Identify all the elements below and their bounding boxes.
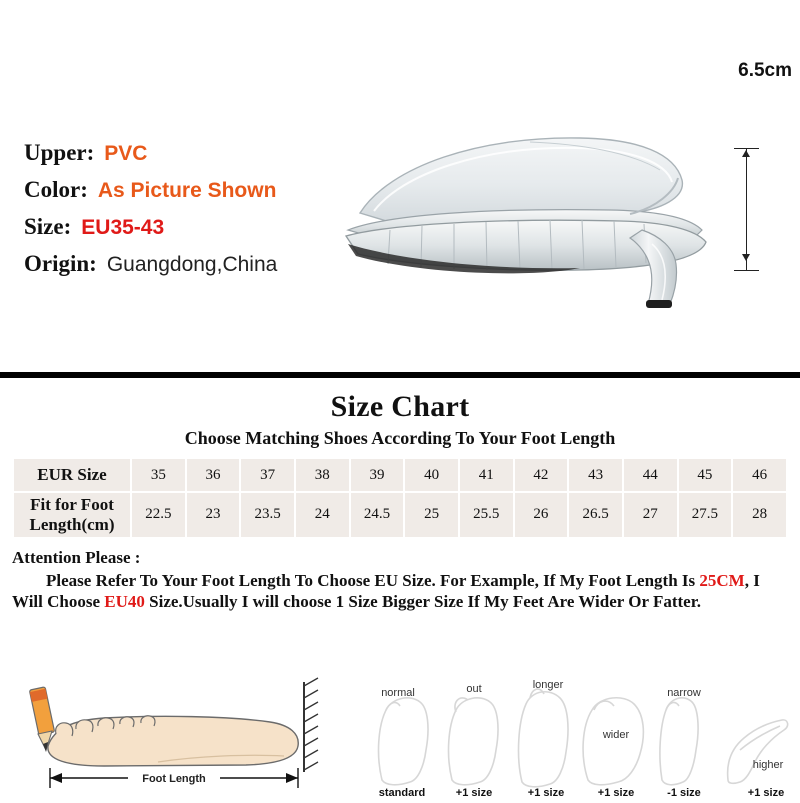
size-chart-panel xyxy=(0,378,800,800)
cell-eur-7: 42 xyxy=(514,458,569,492)
cell-len-3: 24 xyxy=(295,492,350,538)
measure-cap-bottom xyxy=(734,270,759,271)
cell-len-7: 26 xyxy=(514,492,569,538)
spec-label-upper: Upper: xyxy=(24,140,95,165)
spec-row-size xyxy=(24,214,277,240)
spec-row-origin xyxy=(24,251,277,277)
foot-type-adjust-narrow: -1 size xyxy=(667,787,701,798)
measure-line xyxy=(746,148,747,270)
measure-arrow-down-icon xyxy=(742,254,750,261)
cell-eur-6: 41 xyxy=(459,458,514,492)
foot-type-diagram xyxy=(368,676,796,798)
cell-len-10: 27.5 xyxy=(678,492,733,538)
cell-eur-1: 36 xyxy=(186,458,241,492)
spec-label-color: Color: xyxy=(24,177,88,202)
cell-eur-8: 43 xyxy=(568,458,623,492)
measure-arrow-up-icon xyxy=(742,150,750,157)
cell-eur-11: 46 xyxy=(732,458,787,492)
foot-type-label-higher: higher xyxy=(752,759,784,771)
foot-type-adjust-longer: +1 size xyxy=(527,787,565,798)
foot-type-adjust-standard: standard xyxy=(378,787,426,798)
heel-height-label: 6.5cm xyxy=(738,60,792,81)
attention-line2-a: Length Is xyxy=(625,571,700,590)
spec-row-color xyxy=(24,177,277,203)
cell-len-11: 28 xyxy=(732,492,787,538)
foot-type-adjust-higher: +1 size xyxy=(747,787,785,798)
attention-line1: Please Refer To Your Foot Length To Choose EU Size. For Example, If My Foot xyxy=(46,571,622,590)
cell-eur-5: 40 xyxy=(404,458,459,492)
cell-len-2: 23.5 xyxy=(240,492,295,538)
spec-label-origin: Origin: xyxy=(24,251,97,276)
cell-len-0: 22.5 xyxy=(131,492,186,538)
cell-eur-9: 44 xyxy=(623,458,678,492)
cell-eur-0: 35 xyxy=(131,458,186,492)
cell-len-9: 27 xyxy=(623,492,678,538)
foot-type-label-out: out xyxy=(466,683,482,695)
size-chart-title: Size Chart xyxy=(330,390,470,423)
foot-type-label-narrow: narrow xyxy=(667,687,701,699)
spec-row-upper xyxy=(24,140,277,166)
cell-len-6: 25.5 xyxy=(459,492,514,538)
row-header-foot-length: Fit for Foot Length(cm) xyxy=(13,492,131,538)
attention-body xyxy=(12,570,788,613)
foot-type-label-longer: longer xyxy=(532,679,564,691)
spec-label-size: Size: xyxy=(24,214,72,239)
cell-len-5: 25 xyxy=(404,492,459,538)
cell-eur-4: 39 xyxy=(350,458,405,492)
heel-height-measure xyxy=(712,140,782,280)
cell-len-1: 23 xyxy=(186,492,241,538)
foot-type-label-wider: wider xyxy=(602,729,630,741)
cell-len-8: 26.5 xyxy=(568,492,623,538)
cell-eur-10: 45 xyxy=(678,458,733,492)
foot-length-caption: Foot Length xyxy=(142,773,206,785)
measurement-illustrations xyxy=(0,672,800,800)
attention-line3: My Feet Are Wider Or Fatter. xyxy=(484,592,701,612)
spec-value-upper: PVC xyxy=(104,142,148,165)
spec-panel xyxy=(0,0,800,372)
spec-value-origin: Guangdong,China xyxy=(106,253,278,276)
cell-eur-2: 37 xyxy=(240,458,295,492)
row-header-eur-size: EUR Size xyxy=(13,458,131,492)
foot-measure-diagram xyxy=(8,676,358,798)
foot-type-adjust-out: +1 size xyxy=(455,787,493,798)
attention-highlight-eu: EU40 xyxy=(104,592,145,612)
attention-highlight-cm: 25CM xyxy=(699,571,745,590)
spec-value-color: As Picture Shown xyxy=(97,179,277,202)
product-image xyxy=(330,118,730,308)
cell-len-4: 24.5 xyxy=(350,492,405,538)
table-row-eur-size xyxy=(13,458,787,492)
spec-list xyxy=(24,140,277,288)
foot-type-adjust-wider: +1 size xyxy=(597,787,635,798)
table-row-foot-length xyxy=(13,492,787,538)
cell-eur-3: 38 xyxy=(295,458,350,492)
attention-line2-c: Size.Usually I will choose 1 Size Bigger Size If xyxy=(144,592,480,612)
attention-block xyxy=(12,548,788,613)
foot-type-label-normal: normal xyxy=(381,687,415,699)
size-table xyxy=(12,457,788,539)
spec-value-size: EU35-43 xyxy=(81,216,165,239)
attention-title: Attention Please : xyxy=(12,548,141,567)
size-chart-subtitle: Choose Matching Shoes According To Your Foot Length xyxy=(184,428,616,448)
attention-line2-b: , I Will Choose xyxy=(12,571,760,612)
